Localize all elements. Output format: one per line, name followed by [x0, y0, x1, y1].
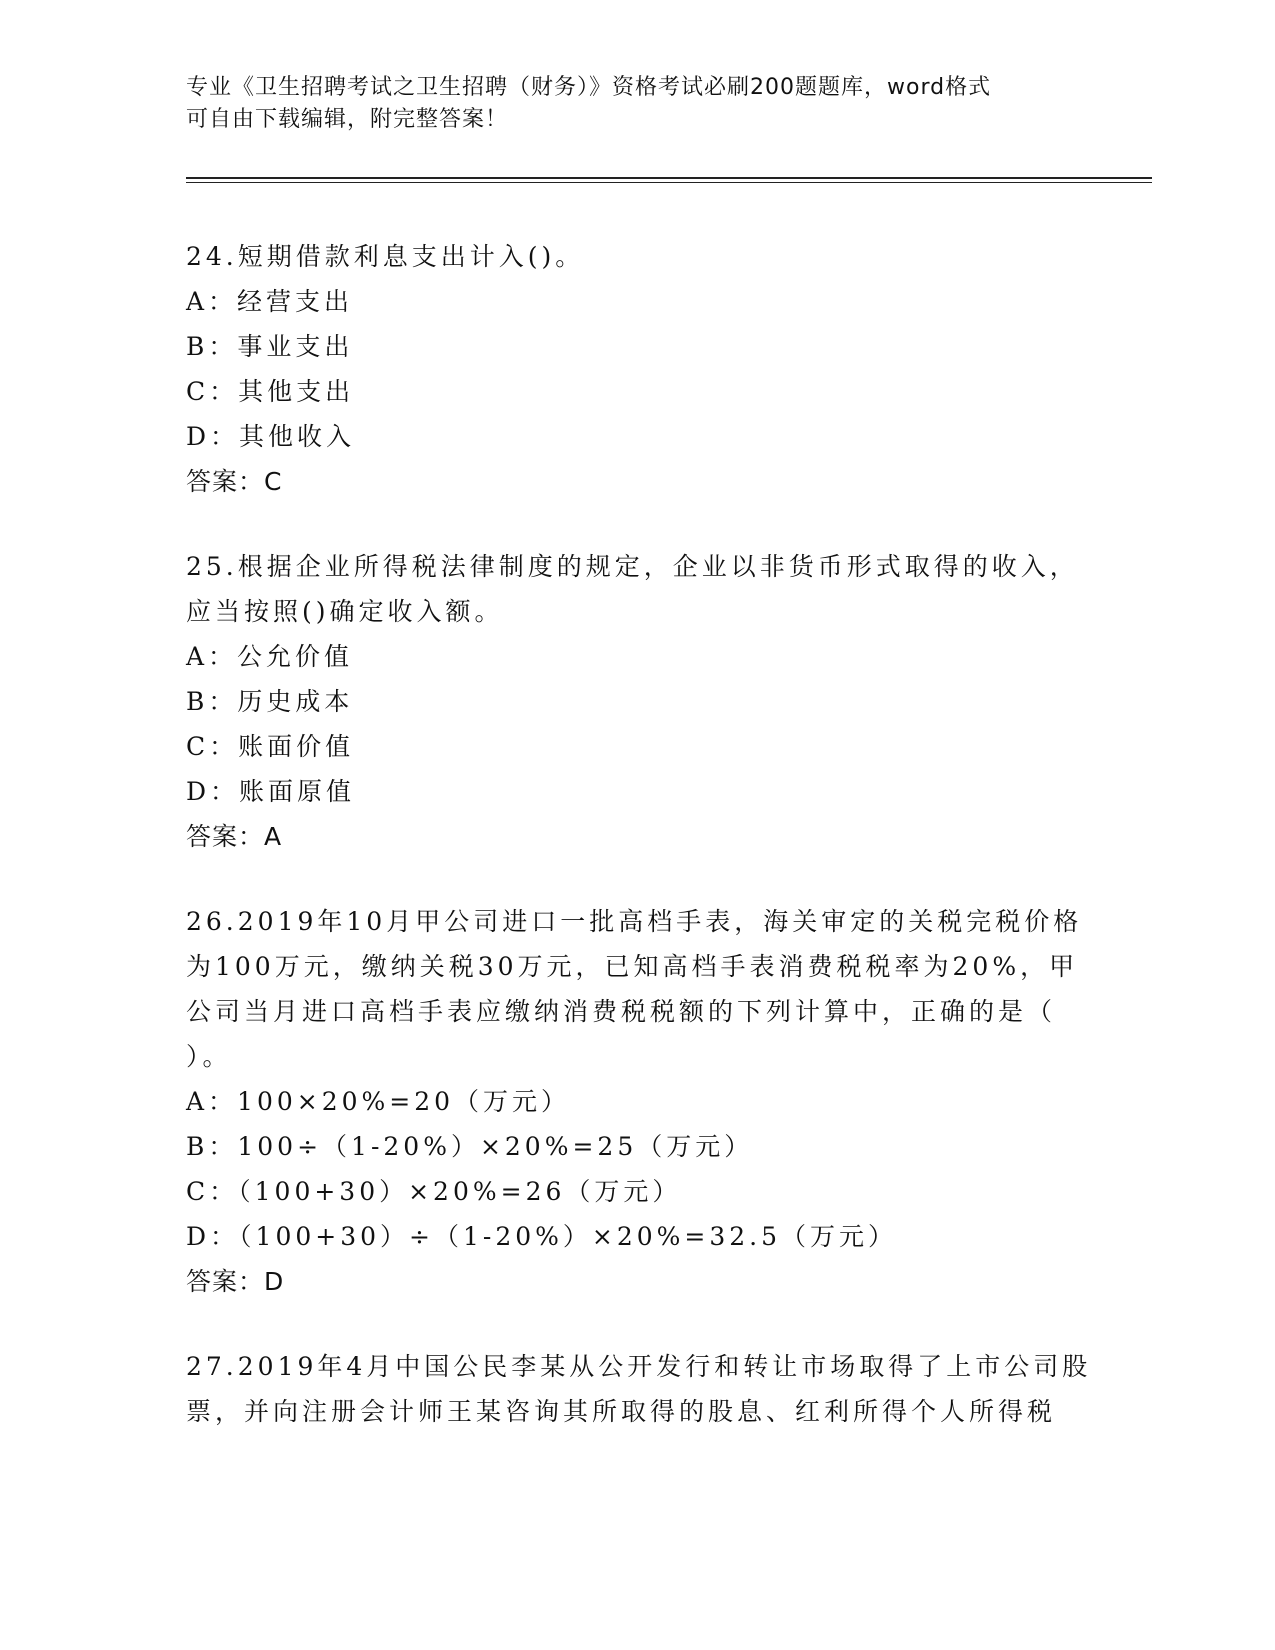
header-line-2: 可自由下载编辑，附完整答案！	[186, 107, 509, 132]
header-divider-thin	[186, 182, 1152, 183]
question-text: 应当按照()确定收入额。	[186, 597, 504, 626]
question-list	[186, 234, 1092, 1474]
answer-text: 答案：C	[186, 467, 283, 496]
answer-text: 答案：A	[186, 822, 283, 851]
question-24	[186, 234, 1086, 504]
question-text: 为100万元，缴纳关税30万元，已知高档手表消费税税率为20%，甲	[186, 952, 1079, 981]
question-text: 24.短期借款利息支出计入()。	[186, 242, 585, 271]
option-c: C：账面价值	[186, 732, 355, 761]
question-text: 25.根据企业所得税法律制度的规定，企业以非货币形式取得的收入，	[186, 552, 1079, 581]
header-divider	[186, 177, 1152, 179]
option-d: D：其他收入	[186, 422, 356, 451]
question-26	[186, 899, 1086, 1304]
option-a: A：100×20%=20（万元）	[186, 1087, 571, 1116]
option-b: B：历史成本	[186, 687, 354, 716]
option-d: D：账面原值	[186, 777, 356, 806]
question-text: 公司当月进口高档手表应缴纳消费税税额的下列计算中，正确的是（	[186, 997, 1057, 1026]
option-d: D：（100+30）÷（1-20%）×20%=32.5（万元）	[186, 1222, 898, 1251]
option-c: C：其他支出	[186, 377, 355, 406]
question-27	[186, 1344, 1092, 1434]
option-c: C：（100+30）×20%=26（万元）	[186, 1177, 682, 1206]
option-b: B：100÷（1-20%）×20%=25（万元）	[186, 1132, 754, 1161]
question-text: ）。	[186, 1042, 232, 1071]
option-b: B：事业支出	[186, 332, 354, 361]
document-header	[186, 72, 1076, 136]
option-a: A：经营支出	[186, 287, 354, 316]
question-text: 27.2019年4月中国公民李某从公开发行和转让市场取得了上市公司股	[186, 1352, 1092, 1381]
question-text: 票，并向注册会计师王某咨询其所取得的股息、红利所得个人所得税	[186, 1397, 1057, 1426]
header-line-1: 专业《卫生招聘考试之卫生招聘（财务）》资格考试必刷200题题库，word格式	[186, 75, 992, 100]
option-a: A：公允价值	[186, 642, 354, 671]
question-25	[186, 544, 1086, 859]
answer-text: 答案：D	[186, 1267, 285, 1296]
question-text: 26.2019年10月甲公司进口一批高档手表，海关审定的关税完税价格	[186, 907, 1083, 936]
